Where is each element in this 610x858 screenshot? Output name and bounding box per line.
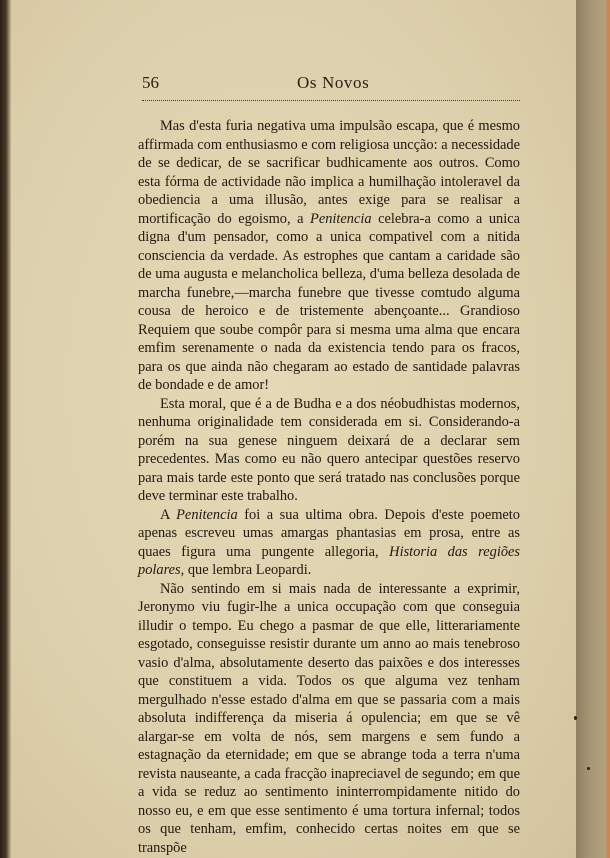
page-edge-tint — [604, 0, 610, 858]
paragraph — [138, 117, 520, 395]
text-run: Não sentindo em si mais nada de interessante a exprimir, Jeronymo viu fugir-lhe a unica occupação com que conseguia illudir o tempo. Eu chego a pasmar de que elle, litterariamente esgotado, conseguisse resistir durante um anno ao mais tenebroso vasio d'alma, absolutamente deserto das paixões e dos interesses que constituem a vida. Todos os que alguma vez tenham mergulhado n'esse estado d'alma em que se passaria com a mais absoluta indifferença da miseria á opulencia; em que se vê alargar-se em volta de nós, sem margens e sem fundo a estagnação da eternidade; em que se abrange toda a terra n'uma revista nauseante, a cada fracção inapreciavel de segundo; em que a vida se reduz ao sentimento ininterrompidamente nitido do nosso eu, e em que esse sentimento é uma tortura infernal; todos os que tenham, emfim, conhecido certas noites em que se transpõe — [138, 580, 520, 856]
running-title: Os Novos — [297, 73, 370, 92]
text-run: foi a sua ultima obra. Depois d'este poemeto apenas escreveu umas amargas phantasias em prosa, entre as quaes figura uma pungente allegoria, — [138, 506, 520, 560]
running-header — [142, 73, 522, 95]
italic-text: Historia das regiões polares, — [138, 543, 521, 578]
text-run: que lembra Leopardi. — [184, 562, 312, 578]
paragraph — [138, 395, 520, 506]
body-text — [138, 117, 520, 857]
page-number: 56 — [142, 73, 159, 92]
paragraph — [138, 506, 520, 580]
ink-speck — [574, 716, 577, 720]
text-run: celebra-a como a unica digna d'um pensador, como a unica compativel com a nitida consciencia da verdade. As estrophes que cantam a caridade são de uma augusta e melancholica belleza, d'uma belleza desolada de marcha funebre,—marcha funebre que tivesse comtudo alguma cousa de heroico e de tristemente abençoante... Grandioso Requiem que soube compôr para si mesma uma alma que encara emfim serenamente o nada da existencia tendo para os fracos, para os que ainda não chegaram ao estado de santidade palavras de bondade e de amor! — [138, 210, 520, 393]
text-run: A — [160, 506, 177, 523]
text-run: Esta moral, que é a de Budha e a dos néobudhistas modernos, nenhuma originalidade tem considerada em si. Considerando-a porém na sua genese ninguem deixará de a declarar sem precedentes. Mas como eu não quero antecipar questões reservo para mais tarde este ponto que será tratado nas conclusões porque deve terminar este trabalho. — [138, 395, 520, 504]
header-dotted-rule — [142, 100, 520, 101]
text-run: Mas d'esta furia negativa uma impulsão escapa, que é mesmo affirmada com enthusiasmo e com religiosa uncção: a necessidade de se dedicar, de se sacrificar budhicamente aos outros. Como esta fórma de actividade não implica a humilhação intoleravel da obediencia a uma illusão, antes exige para se realisar a mortificação do egoismo, a — [138, 118, 520, 227]
paragraph — [138, 580, 520, 858]
italic-text: Penitencia — [176, 506, 238, 523]
ink-speck — [587, 767, 590, 770]
italic-text: Penitencia — [310, 210, 372, 227]
